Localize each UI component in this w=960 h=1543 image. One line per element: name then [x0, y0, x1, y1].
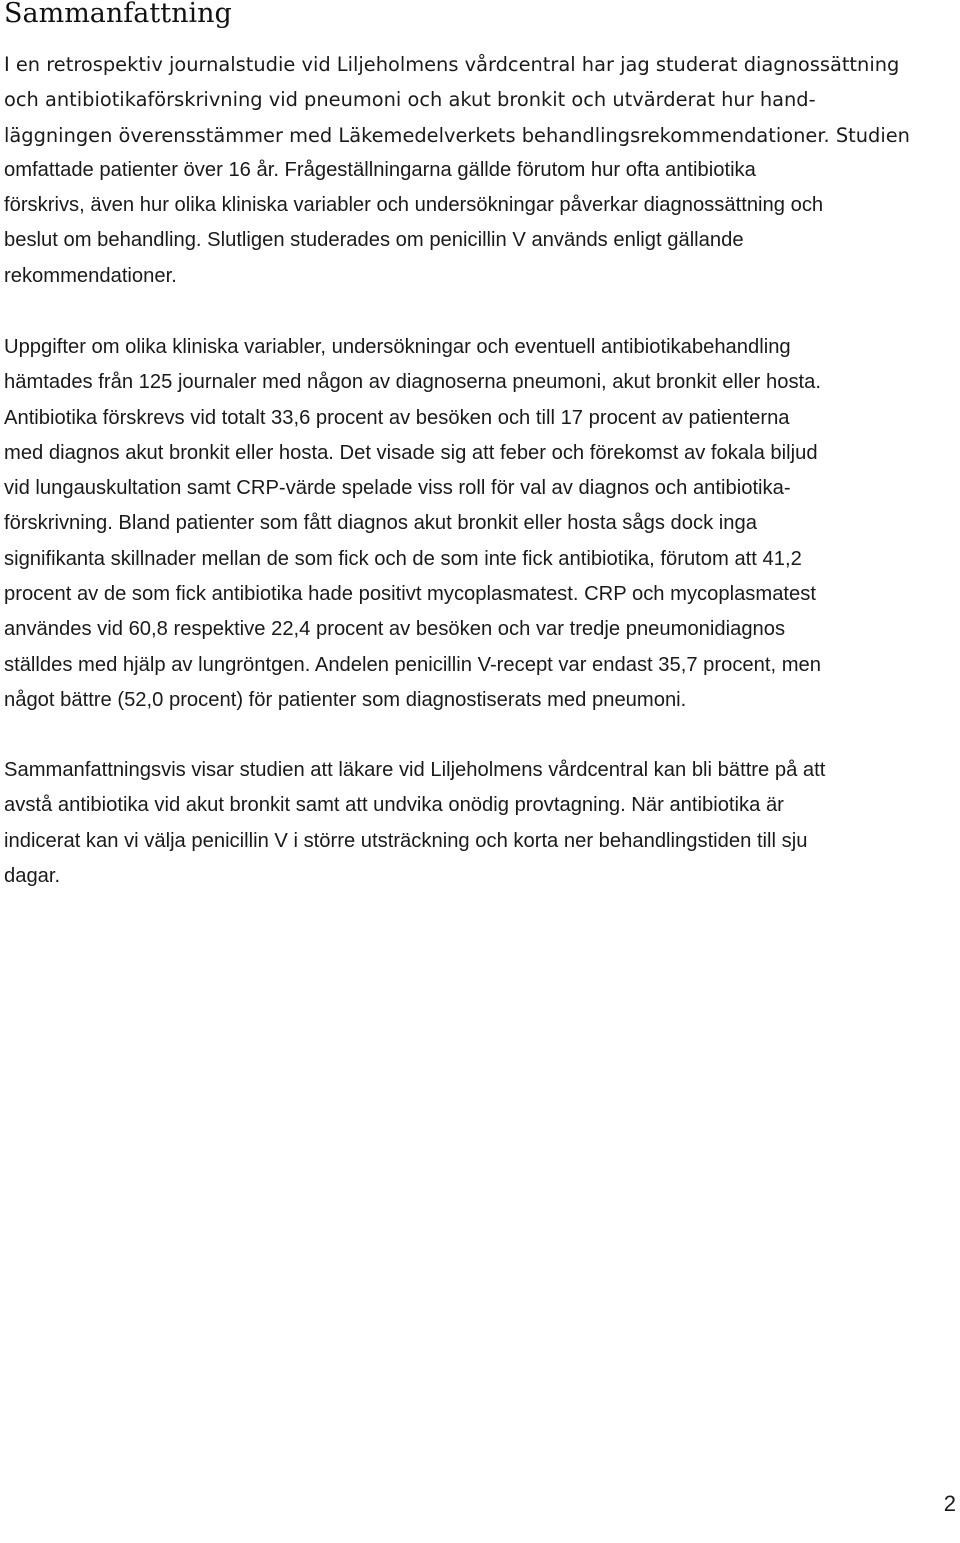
- text-line: vid lungauskultation samt CRP-värde spelade viss roll för val av diagnos och antibiotika-: [4, 477, 791, 500]
- text-line: I en retrospektiv journalstudie vid Liljeholmens vårdcentral har jag studerat diagnossättning: [4, 53, 900, 76]
- paragraph-summary-results: [4, 330, 954, 718]
- text-line: något bättre (52,0 procent) för patienter som diagnostiserats med pneumoni.: [4, 688, 687, 711]
- text-line: ställdes med hjälp av lungröntgen. Andelen penicillin V-recept var endast 35,7 procent, men: [4, 653, 821, 676]
- text-line: förskrivning. Bland patienter som fått diagnos akut bronkit eller hosta sågs dock inga: [4, 512, 757, 535]
- text-line: med diagnos akut bronkit eller hosta. Det visade sig att feber och förekomst av fokala biljud: [4, 441, 818, 464]
- text-line: rekommendationer.: [4, 264, 177, 287]
- text-line: omfattade patienter över 16 år. Frågeställningarna gällde förutom hur ofta antibiotika: [4, 158, 756, 181]
- text-line: indicerat kan vi välja penicillin V i större utsträckning och korta ner behandlingstiden till sju: [4, 829, 808, 852]
- text-line: beslut om behandling. Slutligen studerades om penicillin V används enligt gällande: [4, 229, 744, 252]
- text-line: Antibiotika förskrevs vid totalt 33,6 procent av besöken och till 17 procent av patienterna: [4, 406, 790, 429]
- text-line: Uppgifter om olika kliniska variabler, undersökningar och eventuell antibiotikabehandling: [4, 336, 791, 358]
- text-line: procent av de som fick antibiotika hade positivt mycoplasmatest. CRP och mycoplasmatest: [4, 583, 816, 606]
- text-line: Sammanfattningsvis visar studien att läkare vid Liljeholmens vårdcentral kan bli bättre på att: [4, 759, 826, 781]
- page-number: 2: [943, 1491, 956, 1516]
- text-line: förskrivs, även hur olika kliniska variabler och undersökningar påverkar diagnossättning och: [4, 194, 824, 217]
- text-line: hämtades från 125 journaler med någon av diagnoserna pneumoni, akut bronkit eller hosta.: [4, 371, 821, 394]
- text-line: användes vid 60,8 respektive 22,4 procent av besöken och var tredje pneumonidiagnos: [4, 618, 786, 641]
- paragraph-summary-conclusion: [4, 753, 954, 894]
- text-line: läggningen överensstämmer med Läkemedelverkets behandlingsrekommendationer. Studien: [4, 123, 910, 147]
- text-line: signifikanta skillnader mellan de som fick och de som inte fick antibiotika, förutom att 41,2: [4, 547, 802, 570]
- paragraph-summary-intro: [4, 47, 954, 294]
- section-heading: Sammanfattning: [4, 0, 232, 29]
- text-line: dagar.: [4, 864, 61, 887]
- text-line: avstå antibiotika vid akut bronkit samt att undvika onödig provtagning. När antibiotika är: [4, 794, 784, 817]
- text-line: och antibiotikaförskrivning vid pneumoni och akut bronkit och utvärderat hur hand-: [4, 88, 816, 112]
